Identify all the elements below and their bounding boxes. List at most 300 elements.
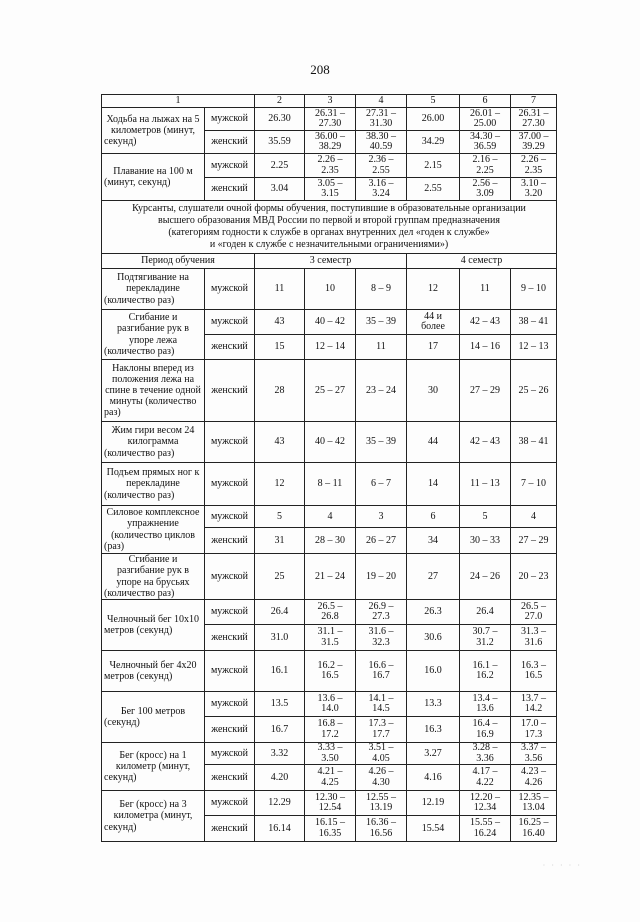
value-line: 4.25: [321, 776, 339, 788]
value-line: 2.16 –: [472, 154, 498, 165]
sex-cell: мужской: [205, 651, 255, 692]
value-cell: [356, 506, 407, 528]
value-text: 14 – 16: [470, 341, 500, 353]
value-line: 17.2: [321, 728, 339, 740]
value-line: 14.5: [372, 703, 390, 714]
value-text: 2.15: [424, 159, 442, 171]
period-header-row: [102, 254, 557, 269]
value-cell: [511, 816, 557, 842]
value-line: 4.30: [372, 776, 390, 788]
value-line: 2.56 –: [472, 177, 498, 189]
sex-cell: женский: [205, 717, 255, 743]
value-line: 16.1 –: [472, 659, 498, 671]
value-text: 5: [277, 510, 282, 522]
value-cell: [255, 528, 305, 554]
value-line: 17.7: [372, 728, 390, 740]
value-text: 21 – 24: [315, 570, 345, 582]
value-line: 4.23 –: [521, 766, 546, 777]
value-text: 44: [428, 436, 438, 448]
value-cell: [511, 269, 557, 310]
value-line: 16.15 –: [315, 817, 345, 828]
value-line: 12.35 –: [518, 791, 549, 803]
value-text: 16.1: [270, 665, 289, 677]
value-cell: [305, 335, 356, 360]
value-cell: [511, 506, 557, 528]
value-text: 6 – 7: [371, 478, 391, 490]
value-line: 16.25 –: [518, 817, 549, 828]
value-text: 19 – 20: [366, 570, 396, 582]
value-line: 16.40: [522, 827, 545, 839]
value-cell: [305, 692, 356, 717]
value-line: 3.56: [524, 752, 543, 764]
exercise-name: Бег (кросс) на 3 километра (минут, секунд): [102, 791, 205, 842]
value-cell: [460, 310, 511, 335]
value-text: 34: [428, 534, 438, 546]
exercise-row: [102, 554, 557, 600]
value-cell: [255, 506, 305, 528]
value-cell: [255, 463, 305, 506]
exercise-row: [102, 692, 557, 717]
value-text: 26.3: [424, 606, 442, 618]
value-cell: [460, 422, 511, 463]
value-text: 11: [376, 341, 386, 353]
header-cell: 1: [102, 95, 255, 108]
value-line: 37.00 –: [518, 130, 549, 142]
value-text: 7 – 10: [521, 478, 546, 490]
value-line: 36.00 –: [315, 130, 345, 142]
value-text: 23 – 24: [366, 384, 396, 396]
exercise-name: Челночный бег 4x20 метров (секунд): [102, 651, 205, 692]
sex-cell: женский: [205, 816, 255, 842]
value-cell: [407, 765, 460, 791]
value-line: 4.26: [524, 776, 543, 788]
value-line: 4.21 –: [317, 766, 343, 777]
value-text: 27 – 29: [518, 534, 549, 546]
value-cell: [407, 692, 460, 717]
value-line: 44 и: [424, 310, 442, 322]
value-line: 26.31 –: [315, 107, 345, 119]
value-cell: [511, 765, 557, 791]
value-cell: [356, 335, 407, 360]
value-cell: [407, 528, 460, 554]
value-line: 3.15: [321, 188, 339, 199]
value-line: 27.30: [522, 118, 545, 129]
value-cell: [305, 554, 356, 600]
value-line: более: [421, 321, 445, 332]
value-line: 3.10 –: [521, 177, 546, 189]
value-text: 35 – 39: [366, 316, 396, 328]
value-line: 3.05 –: [317, 177, 343, 189]
value-cell: [255, 765, 305, 791]
value-cell: [460, 463, 511, 506]
value-line: 2.35: [321, 164, 339, 176]
value-cell: [305, 816, 356, 842]
value-cell: [460, 717, 511, 743]
header-cell: 6: [460, 95, 511, 108]
value-text: 31: [274, 534, 285, 546]
value-line: 16.4 –: [472, 718, 498, 729]
exercise-name: Жим гири весом 24 килограмма (количество раз): [102, 422, 205, 463]
norms-table: [101, 94, 557, 842]
value-cell: [255, 131, 305, 154]
value-text: 30 – 33: [470, 534, 500, 546]
header-cell: 2: [255, 95, 305, 108]
value-text: 40 – 42: [315, 316, 345, 328]
value-cell: [460, 528, 511, 554]
value-text: 12: [428, 283, 438, 295]
value-cell: [255, 178, 305, 201]
exercise-name: Подъем прямых ног к перекладине (количество раз): [102, 463, 205, 506]
value-cell: [460, 269, 511, 310]
value-cell: [255, 651, 305, 692]
value-cell: [407, 310, 460, 335]
value-text: 4.16: [424, 771, 442, 783]
value-cell: [511, 554, 557, 600]
page-number: 208: [310, 62, 330, 77]
value-line: 27.0: [524, 611, 543, 622]
value-cell: [460, 108, 511, 131]
value-line: 12.20 –: [470, 791, 500, 803]
sex-cell: мужской: [205, 600, 255, 625]
value-cell: [305, 310, 356, 335]
value-line: 16.5: [524, 670, 543, 681]
value-text: 4: [327, 510, 333, 522]
section-note-line: Курсанты, слушатели очной формы обучения, поступившие в образовательные организации: [132, 203, 526, 214]
value-line: 3.16 –: [368, 177, 394, 189]
value-cell: [407, 600, 460, 625]
exercise-name: Плавание на 100 м (минут, секунд): [102, 154, 205, 201]
value-line: 31.2: [476, 636, 494, 648]
sex-cell: мужской: [205, 154, 255, 178]
value-line: 13.4 –: [472, 692, 498, 704]
semester-4-label: 4 семестр: [407, 254, 557, 269]
exercise-row: [102, 269, 557, 310]
exercise-row: [102, 791, 557, 816]
value-cell: [305, 717, 356, 743]
value-text: 10: [325, 283, 335, 295]
exercise-name: Бег 100 метров (секунд): [102, 692, 205, 743]
value-cell: [305, 506, 356, 528]
value-text: 2.25: [270, 159, 289, 171]
value-cell: [305, 528, 356, 554]
value-cell: [356, 554, 407, 600]
value-text: 12.19: [421, 797, 445, 809]
header-row: [102, 95, 557, 108]
header-cell: 3: [305, 95, 356, 108]
value-cell: [460, 600, 511, 625]
value-cell: [511, 422, 557, 463]
value-line: 27.3: [372, 611, 390, 622]
value-cell: [407, 791, 460, 816]
value-text: 16.3: [424, 723, 442, 735]
exercise-name: Бег (кросс) на 1 километр (минут, секунд): [102, 743, 205, 791]
value-cell: [255, 360, 305, 422]
value-cell: [356, 422, 407, 463]
value-cell: [407, 625, 460, 651]
value-cell: [407, 335, 460, 360]
value-cell: [305, 269, 356, 310]
value-text: 34.29: [421, 136, 445, 148]
value-cell: [305, 422, 356, 463]
value-text: 31.0: [270, 631, 289, 643]
value-line: 15.55 –: [470, 817, 500, 828]
value-cell: [407, 651, 460, 692]
value-line: 2.36 –: [368, 154, 394, 165]
value-cell: [356, 692, 407, 717]
value-line: 16.36 –: [366, 817, 396, 828]
value-line: 4.17 –: [472, 766, 498, 777]
value-line: 13.19: [369, 802, 393, 813]
value-text: 26.00: [421, 113, 445, 125]
value-cell: [407, 178, 460, 201]
sex-cell: женский: [205, 360, 255, 422]
value-cell: [356, 651, 407, 692]
value-text: 27: [428, 570, 438, 582]
value-text: 12: [274, 478, 285, 490]
exercise-row: [102, 310, 557, 335]
value-text: 40 – 42: [315, 436, 345, 448]
value-text: 26 – 27: [366, 534, 396, 546]
value-text: 17: [428, 341, 438, 353]
value-cell: [407, 422, 460, 463]
value-text: 12.29: [268, 797, 291, 809]
section-note-line: и «годен к службе с незначительными ограничениями»): [209, 239, 449, 250]
value-line: 16.3 –: [521, 659, 546, 671]
value-line: 31.30: [369, 118, 393, 129]
value-text: 16.14: [268, 822, 291, 834]
exercise-row: [102, 422, 557, 463]
value-text: 15: [274, 341, 285, 353]
value-cell: [460, 816, 511, 842]
value-line: 13.6 –: [317, 692, 343, 704]
value-cell: [407, 269, 460, 310]
value-line: 3.28 –: [472, 742, 498, 753]
sex-cell: женский: [205, 765, 255, 791]
value-cell: [255, 743, 305, 765]
value-text: 3.32: [270, 747, 289, 759]
value-line: 17.3: [524, 728, 543, 740]
value-text: 38 – 41: [518, 316, 549, 328]
value-text: 28: [274, 384, 285, 396]
value-cell: [511, 651, 557, 692]
exercise-name: Сгибание и разгибание рук в упоре на брусьях (количество раз): [102, 554, 205, 600]
value-line: 12.30 –: [315, 791, 345, 803]
value-line: 16.56: [369, 827, 393, 839]
value-cell: [255, 692, 305, 717]
value-cell: [356, 108, 407, 131]
value-cell: [255, 335, 305, 360]
value-line: 27.31 –: [366, 107, 396, 119]
value-line: 4.26 –: [368, 766, 394, 777]
value-text: 28 – 30: [315, 534, 345, 546]
sex-cell: мужской: [205, 310, 255, 335]
value-text: 15.54: [421, 822, 445, 834]
header-cell: 4: [356, 95, 407, 108]
value-cell: [356, 178, 407, 201]
value-line: 17.3 –: [368, 718, 394, 729]
section-note-line: (категориям годности к службе в органах внутренних дел «годен к службе»: [168, 227, 490, 238]
value-cell: [511, 600, 557, 625]
value-text: 42 – 43: [470, 436, 500, 448]
value-cell: [356, 154, 407, 178]
value-cell: [356, 528, 407, 554]
value-cell: [407, 554, 460, 600]
value-cell: [460, 178, 511, 201]
value-text: 35.59: [268, 136, 291, 148]
value-line: 31.1 –: [317, 626, 343, 637]
value-line: 31.3 –: [521, 626, 546, 637]
value-text: 4: [531, 510, 536, 522]
value-cell: [305, 108, 356, 131]
value-cell: [407, 131, 460, 154]
value-text: 8 – 11: [317, 478, 343, 490]
value-cell: [511, 108, 557, 131]
value-cell: [460, 791, 511, 816]
value-cell: [460, 765, 511, 791]
value-cell: [356, 743, 407, 765]
value-text: 26.4: [270, 606, 289, 618]
value-text: 16.7: [270, 723, 289, 735]
value-cell: [356, 310, 407, 335]
scan-artifact: · · · · ·: [542, 861, 582, 870]
value-line: 26.8: [321, 611, 339, 622]
value-text: 30.6: [424, 631, 442, 643]
value-line: 14.2: [524, 703, 543, 714]
value-text: 8 – 9: [371, 283, 391, 295]
value-line: 34.30 –: [470, 130, 500, 142]
value-cell: [356, 269, 407, 310]
value-cell: [460, 360, 511, 422]
value-text: 26.4: [476, 606, 494, 618]
exercise-name: Силовое комплексное упражнение (количество циклов (раз): [102, 506, 205, 554]
value-text: 11 – 13: [470, 478, 500, 490]
value-cell: [511, 528, 557, 554]
value-cell: [460, 625, 511, 651]
value-cell: [255, 554, 305, 600]
value-line: 3.33 –: [317, 742, 343, 753]
value-cell: [511, 360, 557, 422]
value-text: 12 – 14: [315, 341, 345, 353]
exercise-row: [102, 154, 557, 178]
value-text: 9 – 10: [521, 283, 546, 295]
value-text: 24 – 26: [470, 570, 500, 582]
value-cell: [407, 108, 460, 131]
value-line: 14.1 –: [368, 692, 394, 704]
value-line: 16.2 –: [317, 659, 343, 671]
value-cell: [407, 154, 460, 178]
value-cell: [511, 717, 557, 743]
value-cell: [356, 360, 407, 422]
value-cell: [511, 310, 557, 335]
value-cell: [255, 816, 305, 842]
value-line: 16.9: [476, 728, 494, 740]
value-text: 27 – 29: [470, 384, 500, 396]
value-line: 4.22: [476, 776, 494, 788]
sex-cell: мужской: [205, 743, 255, 765]
value-cell: [305, 791, 356, 816]
value-text: 13.5: [270, 698, 289, 710]
value-text: 11: [480, 283, 490, 295]
value-text: 42 – 43: [470, 316, 500, 328]
exercise-row: [102, 743, 557, 765]
value-text: 16.0: [424, 665, 442, 677]
value-text: 43: [274, 436, 285, 448]
value-cell: [255, 310, 305, 335]
value-cell: [356, 131, 407, 154]
section-note-line: высшего образования МВД России по первой и второй группам предназначения: [158, 215, 500, 226]
value-text: 2.55: [424, 183, 442, 195]
value-line: 26.9 –: [368, 600, 394, 612]
value-line: 2.55: [372, 164, 390, 176]
sex-cell: мужской: [205, 463, 255, 506]
value-line: 27.30: [318, 118, 342, 129]
sex-cell: мужской: [205, 791, 255, 816]
value-cell: [305, 743, 356, 765]
sex-cell: мужской: [205, 506, 255, 528]
exercise-row: [102, 651, 557, 692]
exercise-row: [102, 506, 557, 528]
value-line: 3.24: [372, 188, 390, 199]
value-cell: [460, 651, 511, 692]
exercise-row: [102, 463, 557, 506]
semester-3-label: 3 семестр: [255, 254, 407, 269]
exercise-name: Ходьба на лыжах на 5 километров (минут, секунд): [102, 108, 205, 154]
value-line: 3.09: [476, 188, 494, 199]
value-cell: [407, 506, 460, 528]
exercise-name: Челночный бег 10x10 метров (секунд): [102, 600, 205, 651]
value-line: 12.55 –: [366, 791, 396, 803]
value-line: 16.5: [321, 670, 339, 681]
value-cell: [305, 154, 356, 178]
value-cell: [407, 816, 460, 842]
value-line: 31.6: [524, 636, 543, 648]
value-text: 25: [274, 570, 285, 582]
value-line: 25.00: [473, 118, 497, 129]
value-cell: [511, 463, 557, 506]
exercise-row: [102, 360, 557, 422]
value-line: 30.7 –: [472, 626, 498, 637]
value-cell: [511, 791, 557, 816]
value-line: 40.59: [369, 141, 393, 152]
value-cell: [305, 178, 356, 201]
value-text: 4.20: [270, 771, 289, 783]
header-cell: 5: [407, 95, 460, 108]
value-cell: [356, 816, 407, 842]
value-text: 43: [274, 316, 285, 328]
value-cell: [511, 743, 557, 765]
sex-cell: мужской: [205, 422, 255, 463]
value-cell: [460, 154, 511, 178]
exercise-row: [102, 108, 557, 131]
value-text: 11: [274, 283, 285, 295]
section-note-row: [102, 201, 557, 254]
value-cell: [305, 625, 356, 651]
value-cell: [305, 131, 356, 154]
value-line: 3.50: [321, 752, 339, 764]
value-text: 3: [378, 510, 384, 522]
value-cell: [255, 154, 305, 178]
value-line: 12.34: [473, 802, 497, 813]
value-cell: [255, 108, 305, 131]
value-cell: [460, 335, 511, 360]
value-cell: [460, 506, 511, 528]
sex-cell: женский: [205, 131, 255, 154]
value-line: 16.6 –: [368, 659, 394, 671]
value-line: 4.05: [372, 752, 390, 764]
value-text: 25 – 26: [518, 384, 549, 396]
value-line: 26.5 –: [521, 600, 546, 612]
value-line: 3.20: [524, 188, 543, 199]
